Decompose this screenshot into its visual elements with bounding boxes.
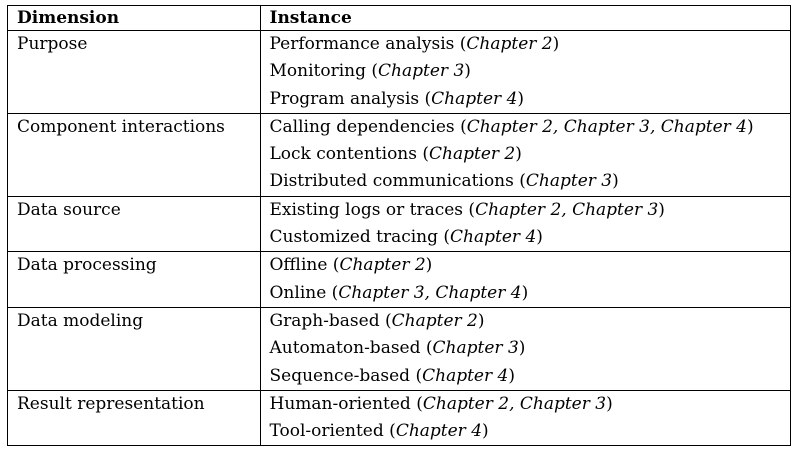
instance-text: Monitoring — [269, 61, 366, 82]
instance-item: Offline (Chapter 2) — [269, 255, 433, 276]
dimension-cell: Data modeling — [8, 307, 261, 390]
instance-item: Tool-oriented (Chapter 4) — [269, 421, 489, 442]
table-body — [8, 31, 791, 446]
instance-item: Automaton-based (Chapter 3) — [269, 338, 526, 359]
header-instance: Instance — [260, 6, 791, 31]
dimension-cell: Data source — [8, 196, 261, 252]
chapter-reference: Chapter 4 — [450, 227, 537, 248]
instance-cell — [260, 113, 791, 196]
instance-text: Distributed communications — [269, 171, 514, 192]
instance-text: Human-oriented — [269, 393, 411, 414]
table-row — [8, 31, 791, 114]
instance-item: Program analysis (Chapter 4) — [269, 88, 525, 109]
instance-text: Program analysis — [269, 88, 420, 109]
instance-cell — [260, 252, 791, 308]
chapter-reference: Chapter 2 — [391, 310, 478, 331]
instance-cell — [260, 390, 791, 446]
table-row — [8, 113, 791, 196]
instance-text: Graph-based — [269, 310, 380, 331]
table-header-row — [8, 6, 791, 31]
instance-text: Calling dependencies — [269, 116, 455, 137]
instance-item: Performance analysis (Chapter 2) — [269, 34, 560, 54]
chapter-reference: Chapter 3 — [432, 338, 519, 359]
instance-text: Lock contentions — [269, 144, 417, 165]
instance-item: Distributed communications (Chapter 3) — [269, 171, 619, 192]
dimension-cell: Component interactions — [8, 113, 261, 196]
instance-item: Existing logs or traces (Chapter 2, Chapter 3) — [269, 199, 665, 220]
instance-text: Tool-oriented — [269, 421, 384, 442]
chapter-reference: Chapter 3 — [525, 171, 613, 192]
chapter-reference: Chapter 2, Chapter 3 — [475, 199, 659, 220]
table-row — [8, 252, 791, 308]
chapter-reference: Chapter 2, Chapter 3, Chapter 4 — [466, 116, 747, 137]
instance-item: Monitoring (Chapter 3) — [269, 61, 471, 82]
chapter-reference: Chapter 3 — [378, 61, 465, 82]
instance-text: Online — [269, 282, 327, 303]
dimension-cell: Result representation — [8, 390, 261, 446]
chapter-reference: Chapter 2 — [429, 144, 516, 165]
instance-cell — [260, 31, 791, 114]
instance-item: Calling dependencies (Chapter 2, Chapter 3, Chapter 4) — [269, 116, 754, 137]
chapter-reference: Chapter 4 — [422, 365, 509, 386]
chapter-reference: Chapter 2 — [466, 34, 553, 54]
table-row — [8, 307, 791, 390]
instance-item: Sequence-based (Chapter 4) — [269, 365, 515, 386]
instance-item: Lock contentions (Chapter 2) — [269, 144, 522, 165]
dimension-table — [7, 5, 791, 446]
chapter-reference: Chapter 4 — [395, 421, 483, 442]
chapter-reference: Chapter 2, Chapter 3 — [422, 393, 607, 414]
instance-text: Customized tracing — [269, 227, 438, 248]
instance-text: Performance analysis — [269, 34, 455, 54]
chapter-reference: Chapter 4 — [431, 88, 518, 109]
chapter-reference: Chapter 3, Chapter 4 — [338, 282, 522, 303]
instance-cell — [260, 307, 791, 390]
dimension-cell: Purpose — [8, 31, 261, 114]
instance-text: Sequence-based — [269, 365, 411, 386]
instance-item: Human-oriented (Chapter 2, Chapter 3) — [269, 393, 613, 414]
instance-item: Online (Chapter 3, Chapter 4) — [269, 282, 529, 303]
instance-text: Automaton-based — [269, 338, 421, 359]
instance-item: Graph-based (Chapter 2) — [269, 310, 485, 331]
table-row — [8, 196, 791, 252]
chapter-reference: Chapter 2 — [339, 255, 426, 276]
header-dimension: Dimension — [8, 6, 261, 31]
instance-cell — [260, 196, 791, 252]
dimension-cell: Data processing — [8, 252, 261, 308]
instance-item: Customized tracing (Chapter 4) — [269, 227, 543, 248]
instance-text: Offline — [269, 255, 328, 276]
instance-text: Existing logs or traces — [269, 199, 464, 220]
table-row — [8, 390, 791, 446]
